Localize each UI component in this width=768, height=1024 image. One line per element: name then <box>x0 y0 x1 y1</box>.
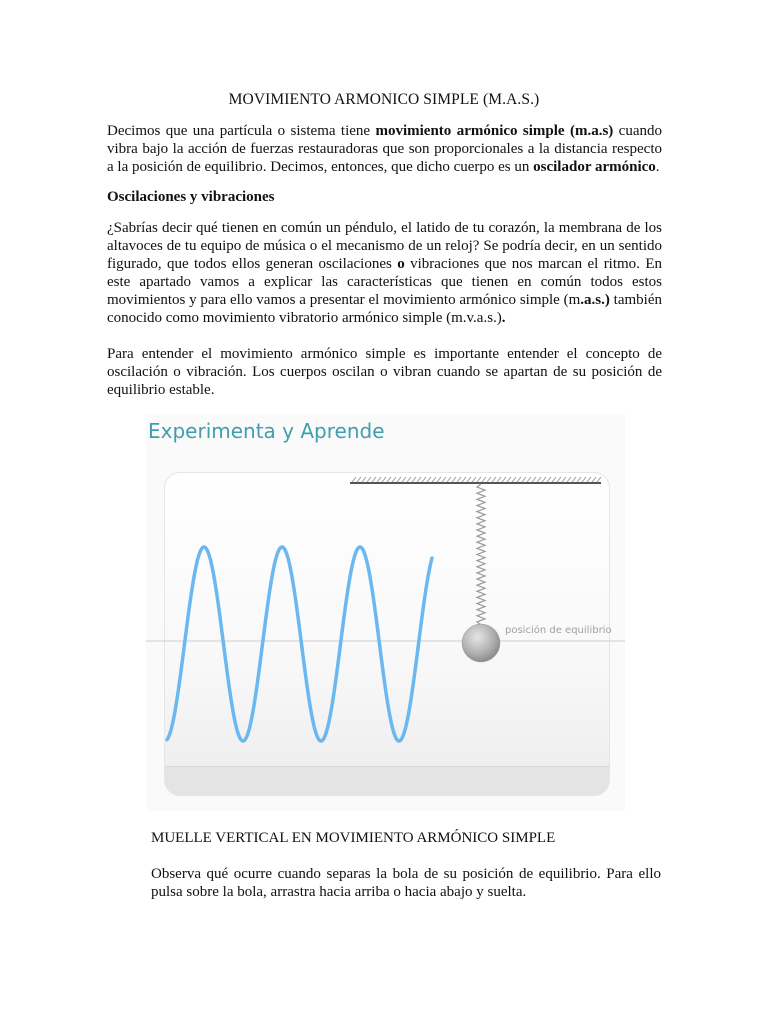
oscillations-paragraph <box>107 219 662 327</box>
para2-text-3: también conocido como movimiento vibratorio armónico simple (m.v.a.s.) <box>107 292 662 326</box>
figure-caption: MUELLE VERTICAL EN MOVIMIENTO ARMÓNICO SIMPLE <box>151 830 556 846</box>
concept-paragraph: Para entender el movimiento armónico simple es importante entender el concepto de oscilación o vibración. Los cuerpos oscilan o vibran cuando se apartan de su posición de equilibrio estable. <box>107 346 662 398</box>
ceiling-support <box>350 477 601 483</box>
intro-text-3: . <box>655 159 660 175</box>
page-title: MOVIMIENTO ARMONICO SIMPLE (M.A.S.) <box>228 91 540 108</box>
simulation-figure <box>146 414 625 811</box>
intro-bold-oscillator: oscilador armónico <box>533 159 656 175</box>
section-heading: Oscilaciones y vibraciones <box>107 189 275 205</box>
spring <box>477 484 485 625</box>
simulation-drawing <box>146 414 625 811</box>
para2-text-2: vibraciones que nos marcan el ritmo. En este apartado vamos a explicar las características que tienen en común todos estos movimientos y para ello vamos a presentar el movimiento armónico simple (m <box>107 256 662 308</box>
oscillator-ball[interactable] <box>462 624 500 662</box>
para2-bold-3: . <box>501 310 506 326</box>
figure-title: Experimenta y Aprende <box>148 419 385 443</box>
sine-wave-trace <box>167 547 432 741</box>
para2-text-1: ¿Sabrías decir qué tienen en común un péndulo, el latido de tu corazón, la membrana de los altavoces de tu equipo de música o el mecanismo de un reloj? Se podría decir, en un sentido figurado, que todos ellos generan oscilaciones <box>107 220 662 272</box>
instructions-paragraph: Observa qué ocurre cuando separas la bola de su posición de equilibrio. Para ello pulsa sobre la bola, arrastra hacia arriba o hacia abajo y suelta. <box>151 866 661 900</box>
intro-text-2: cuando vibra bajo la acción de fuerzas restauradoras que son proporcionales a la distancia respecto a la posición de equilibrio. Decimos, entonces, que dicho cuerpo es un <box>107 123 663 175</box>
intro-text-1: Decimos que una partícula o sistema tiene <box>107 123 376 139</box>
para2-bold-1: o <box>397 256 405 272</box>
equilibrium-label: posición de equilibrio <box>505 625 612 636</box>
para2-bold-2: .a.s.) <box>580 292 610 308</box>
intro-bold-term: movimiento armónico simple (m.a.s) <box>375 123 614 139</box>
intro-paragraph <box>107 122 662 176</box>
